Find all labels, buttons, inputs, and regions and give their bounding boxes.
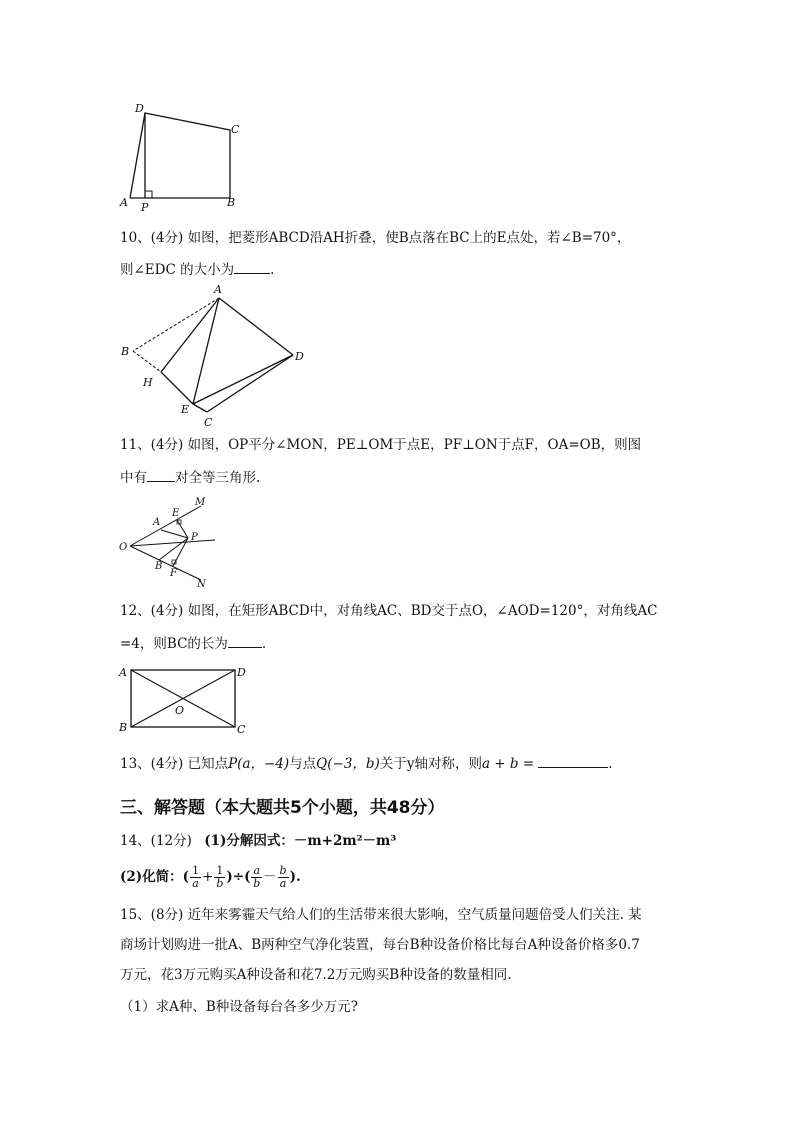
q12-answer-blank [228, 634, 262, 648]
q10-line2-text: 则∠EDC 的大小为 [120, 262, 235, 278]
figure-rhombus-fold [115, 282, 315, 432]
q15-line3: 万元，花3万元购买A种设备和花7.2万元购买B种设备的数量相同. [120, 967, 512, 983]
label-E: E [181, 403, 190, 416]
q13-suffix: 关于y轴对称，则 [379, 756, 482, 772]
q13-end: . [608, 756, 613, 772]
q13-mid: 与点 [289, 756, 317, 772]
q14-part2-label: (2)化简：( [120, 869, 190, 885]
figure-rectangle-diagonals [115, 660, 250, 738]
figure-angle-bisector [115, 494, 225, 590]
q12-line2 [120, 634, 266, 653]
label-C: C [237, 723, 246, 736]
q13-answer-blank [538, 754, 608, 768]
fraction-b-over-a: $\frac{b}{a}$ [279, 864, 287, 890]
divide-sign: )÷( [226, 869, 251, 885]
label-E: E [172, 508, 180, 519]
fraction-a-over-b: $\frac{a}{b}$ [253, 864, 261, 890]
label-B: B [119, 721, 128, 734]
label-P: P [191, 532, 198, 543]
label-B: B [155, 561, 163, 572]
label-C: C [231, 123, 240, 136]
q11-line2 [120, 468, 260, 487]
label-A: A [214, 283, 222, 296]
fraction-1-over-a: $\frac{1}{a}$ [192, 864, 200, 890]
q13-expression: a + b = [481, 756, 535, 772]
fraction-1-over-b: $\frac{1}{b}$ [216, 864, 224, 890]
label-D: D [295, 350, 304, 363]
q15-line4: （1）求A种、B种设备每台各多少万元? [120, 999, 358, 1015]
q11-answer-blank [147, 468, 175, 482]
q13-prefix: 13、(4分) 已知点 [120, 756, 229, 772]
q14-prefix: 14、(12分) [120, 833, 192, 849]
q10-line1: 10、(4分) 如图，把菱形ABCD沿AH折叠，使B点落在BC上的E点处，若∠B=70°， [120, 230, 631, 246]
q10-line2-end: . [270, 262, 275, 278]
q15-line1: 15、(8分) 近年来雾霾天气给人们的生活带来很大影响，空气质量问题倍受人们关注. 某 [120, 907, 642, 923]
label-F: F [170, 568, 177, 579]
label-D: D [135, 102, 144, 115]
label-H: H [143, 376, 153, 389]
label-P: P [141, 201, 149, 214]
label-A: A [153, 517, 161, 528]
label-O: O [175, 704, 185, 717]
q14-line2 [120, 862, 301, 892]
section-heading: 三、解答题（本大题共5个小题，共48分） [120, 798, 445, 818]
label-B: B [227, 196, 236, 209]
q11-line2-text: 中有 [120, 470, 147, 486]
label-A: A [119, 666, 127, 679]
q15-line2: 商场计划购进一批A、B两种空气净化装置，每台B种设备价格比每台A种设备价格多0.7 [120, 937, 640, 953]
q13-point-q: Q(−3，b) [316, 756, 380, 772]
q14-part1: (1)分解因式：－m+2m²－m³ [204, 833, 397, 849]
q11-line2-end: 对全等三角形. [175, 470, 261, 486]
q13-line [120, 754, 612, 773]
label-B: B [121, 345, 130, 358]
q12-line2-end: . [261, 636, 267, 652]
q13-point-p: P(a，−4) [228, 756, 290, 772]
figure-quadrilateral-abcd [115, 100, 255, 215]
q10-line2 [120, 260, 274, 279]
q11-line1: 11、(4分) 如图，OP平分∠MON，PE⊥OM于点E，PF⊥ON于点F，OA=OB，则图 [120, 437, 642, 453]
q12-line1: 12、(4分) 如图，在矩形ABCD中，对角线AC、BD交于点O，∠AOD=120°，对角线AC [120, 603, 658, 619]
close-paren: ). [289, 869, 301, 885]
plus-sign: + [202, 869, 214, 885]
label-D: D [237, 666, 246, 679]
minus-sign: － [263, 869, 277, 885]
q12-line2-text: =4，则BC的长为 [120, 636, 228, 652]
q14-line1 [120, 832, 396, 850]
q10-answer-blank [234, 260, 270, 274]
label-C: C [204, 416, 213, 429]
label-O: O [119, 542, 128, 553]
label-N: N [197, 579, 206, 590]
label-A: A [120, 196, 128, 209]
label-M: M [195, 497, 206, 508]
